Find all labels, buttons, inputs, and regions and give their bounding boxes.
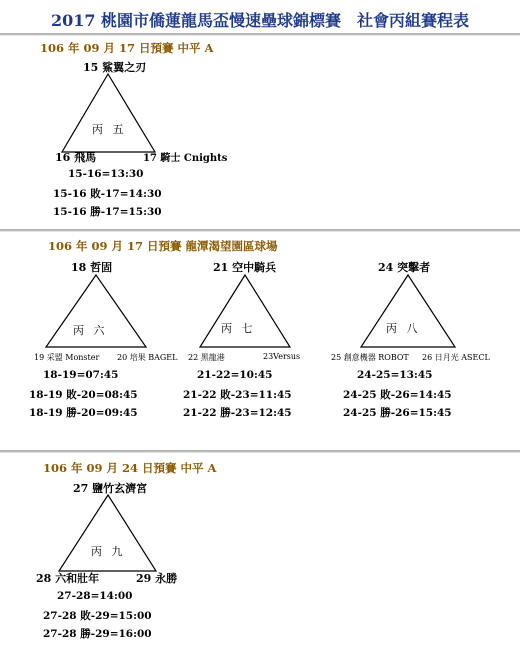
game-time: 21-22=10:45 (197, 369, 273, 381)
top-team: 21 空中騎兵 (213, 261, 277, 274)
game-time: 18-19 敗-20=08:45 (29, 389, 138, 401)
top-team: 18 哲固 (71, 261, 113, 274)
right-team: 20 培果 BAGEL (117, 353, 178, 362)
right-team: 17 騎士 Cnights (143, 153, 228, 164)
group-label: 丙 六 (73, 324, 108, 337)
group-label: 丙 九 (91, 545, 126, 558)
group-label: 丙 五 (92, 123, 127, 136)
game-time: 24-25=13:45 (357, 369, 433, 381)
game-time: 21-22 敗-23=11:45 (183, 389, 292, 401)
right-team: 23Versus (263, 352, 301, 361)
game-time: 27-28=14:00 (57, 590, 133, 602)
right-team: 29 永勝 (136, 572, 178, 585)
game-time: 27-28 勝-29=16:00 (43, 628, 152, 640)
left-team: 22 黑龍港 (188, 353, 225, 362)
section-header: 106 年 09 月 17 日預賽 中平 A (40, 41, 214, 55)
game-time: 15-16 敗-17=14:30 (53, 188, 162, 200)
top-team: 15 鯊翼之刃 (83, 61, 147, 74)
game-time: 24-25 敗-26=14:45 (343, 389, 452, 401)
left-team: 19 采盟 Monster (34, 353, 100, 362)
game-time: 21-22 勝-23=12:45 (183, 407, 292, 419)
left-team: 28 六和壯年 (36, 572, 100, 585)
game-time: 15-16 勝-17=15:30 (53, 206, 162, 218)
game-time: 15-16=13:30 (68, 168, 144, 180)
left-team: 16 飛馬 (55, 151, 97, 164)
group-label: 丙 八 (386, 322, 421, 335)
right-team: 26 日月光 ASECL (422, 353, 490, 362)
page-title: 2017 桃園市僑蓮龍馬盃慢速壘球錦標賽 社會丙組賽程表 (50, 11, 470, 30)
top-team: 24 突擊者 (378, 261, 431, 274)
game-time: 27-28 敗-29=15:00 (43, 610, 152, 622)
group-label: 丙 七 (221, 322, 256, 335)
top-team: 27 鹽竹玄濟宮 (73, 482, 148, 495)
section-header: 106 年 09 月 24 日預賽 中平 A (43, 461, 217, 475)
game-time: 24-25 勝-26=15:45 (343, 407, 452, 419)
game-time: 18-19=07:45 (43, 369, 119, 381)
left-team: 25 創意機器 ROBOT (331, 353, 409, 362)
game-time: 18-19 勝-20=09:45 (29, 407, 138, 419)
section-header: 106 年 09 月 17 日預賽 龍潭渴望園區球場 (48, 239, 278, 253)
